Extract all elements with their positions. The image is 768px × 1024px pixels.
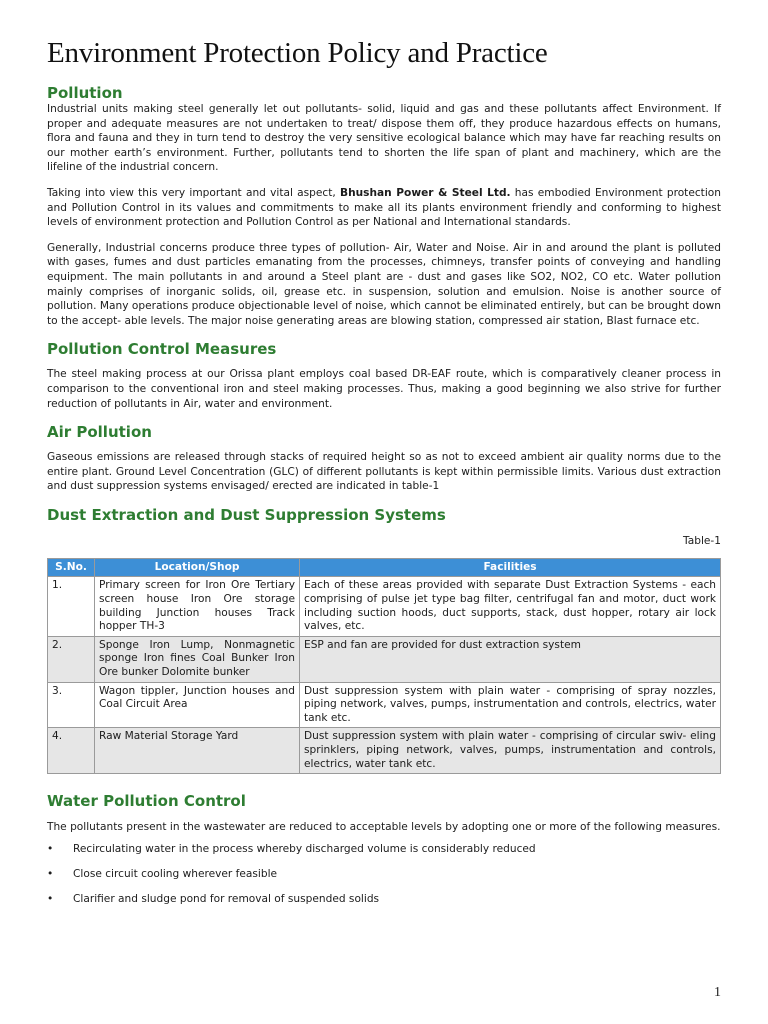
page-title: Environment Protection Policy and Practice [47, 37, 548, 69]
p2-lead-text: Taking into view this very important and vital aspect, [47, 186, 341, 199]
cell-sno: 4. [48, 728, 95, 774]
pollution-paragraph-2 [47, 186, 721, 230]
cell-facilities: Dust suppression system with plain water - comprising of circular swiv- eling sprinklers, piping network, valves, pumps, instrumentation and controls, electrics, water tank etc. [300, 728, 721, 774]
list-item [47, 892, 721, 906]
facilities-table [47, 558, 721, 774]
table-row [48, 577, 721, 636]
pollution-paragraph-3: Generally, Industrial concerns produce three types of pollution- Air, Water and Noise. Air in and around the plant is polluted with gases, fumes and dust particles emanating from the processes, chimneys, transfer points of conveying and handling equipment. The main pollutants in and around a Steel plant are - dust and gases like SO2, NO2, CO etc. Water pollution mainly comprises of inorganic solids, oil, grease etc. in suspension, solution and emulsion. Noise is another source of pollution. Many operations produce objectionable level of noise, which cannot be eliminated entirely, but can be brought down to the accept- able levels. The major noise generating areas are blowing station, compressed air station, Blast furnace etc. [47, 241, 721, 327]
list-item-text: Recirculating water in the process whereby discharged volume is considerably reduced [73, 842, 536, 855]
cell-location: Sponge Iron Lump, Nonmagnetic sponge Iron fines Coal Bunker Iron Ore bunker Dolomite bunker [95, 636, 300, 682]
cell-sno: 1. [48, 577, 95, 636]
company-name: Bhushan Power & Steel Ltd. [340, 186, 511, 199]
column-header-facilities: Facilities [300, 558, 721, 577]
column-header-sno: S.No. [48, 558, 95, 577]
control-measures-heading: Pollution Control Measures [47, 340, 277, 359]
control-measures-paragraph: The steel making process at our Orissa plant employs coal based DR-EAF route, which is comparatively cleaner process in comparison to the conventional iron and steel making processes. Thus, making a good beginning we also strive for further reduction of pollutants in Air, water and environment. [47, 368, 721, 410]
list-item [47, 842, 721, 856]
p2-rest-text: has embodied Environment protection and Pollution Control in its values and commitments to make all its plants environment friendly and conforming to highest levels of environment protection and Pollution Control as per National and International standards. [47, 186, 721, 229]
cell-facilities: Dust suppression system with plain water - comprising of spray nozzles, piping network, valves, pumps, instrumentation and controls, electrics, water tank etc. [300, 682, 721, 728]
table-row [48, 636, 721, 682]
pollution-paragraph-1: Industrial units making steel generally let out pollutants- solid, liquid and gas and these pollutants affect Environment. If proper and adequate measures are not undertaken to treat/ dispose them off, they produce hazardous effects on humans, flora and fauna and they in turn tend to destroy the very sensitive ecological balance which may have far reaching results on our mother earth’s environment. Further, pollutants tend to shorten the life span of plant and machinery, which are the lifeline of the industrial concern. [47, 103, 721, 174]
water-pollution-heading: Water Pollution Control [47, 792, 246, 811]
water-pollution-paragraph: The pollutants present in the wastewater are reduced to acceptable levels by adopting one or more of the following measures. [47, 821, 721, 834]
list-item [47, 867, 721, 881]
cell-location: Raw Material Storage Yard [95, 728, 300, 774]
table-header-row [48, 558, 721, 577]
cell-sno: 3. [48, 682, 95, 728]
page-number: 1 [714, 985, 721, 1000]
bullet-icon: • [47, 842, 54, 855]
cell-facilities: ESP and fan are provided for dust extraction system [300, 636, 721, 682]
list-item-text: Clarifier and sludge pond for removal of suspended solids [73, 892, 380, 905]
air-pollution-paragraph: Gaseous emissions are released through stacks of required height so as not to exceed ambient air quality norms due to the entire plant. Ground Level Concentration (GLC) of different pollutants is kept within permissible limits. Various dust extraction and dust suppression systems envisaged/ erected are indicated in table-1 [47, 451, 721, 493]
pollution-heading: Pollution [47, 84, 123, 102]
cell-location: Wagon tippler, Junction houses and Coal Circuit Area [95, 682, 300, 728]
bullet-icon: • [47, 867, 54, 880]
dust-systems-heading: Dust Extraction and Dust Suppression Systems [47, 505, 446, 524]
bullet-icon: • [47, 892, 54, 905]
table-row [48, 728, 721, 774]
table-row [48, 682, 721, 728]
table-caption: Table-1 [683, 534, 721, 547]
cell-facilities: Each of these areas provided with separate Dust Extraction Systems - each comprising of pulse jet type bag filter, centrifugal fan and motor, duct work including suction hoods, duct supports, stack, dust hopper, rotary air lock valves, etc. [300, 577, 721, 636]
list-item-text: Close circuit cooling wherever feasible [73, 867, 278, 880]
document-page [47, 36, 721, 917]
water-measures-list [47, 842, 721, 906]
air-pollution-heading: Air Pollution [47, 423, 152, 442]
column-header-location: Location/Shop [95, 558, 300, 577]
cell-sno: 2. [48, 636, 95, 682]
cell-location: Primary screen for Iron Ore Tertiary screen house Iron Ore storage building Junction houses Track hopper TH-3 [95, 577, 300, 636]
